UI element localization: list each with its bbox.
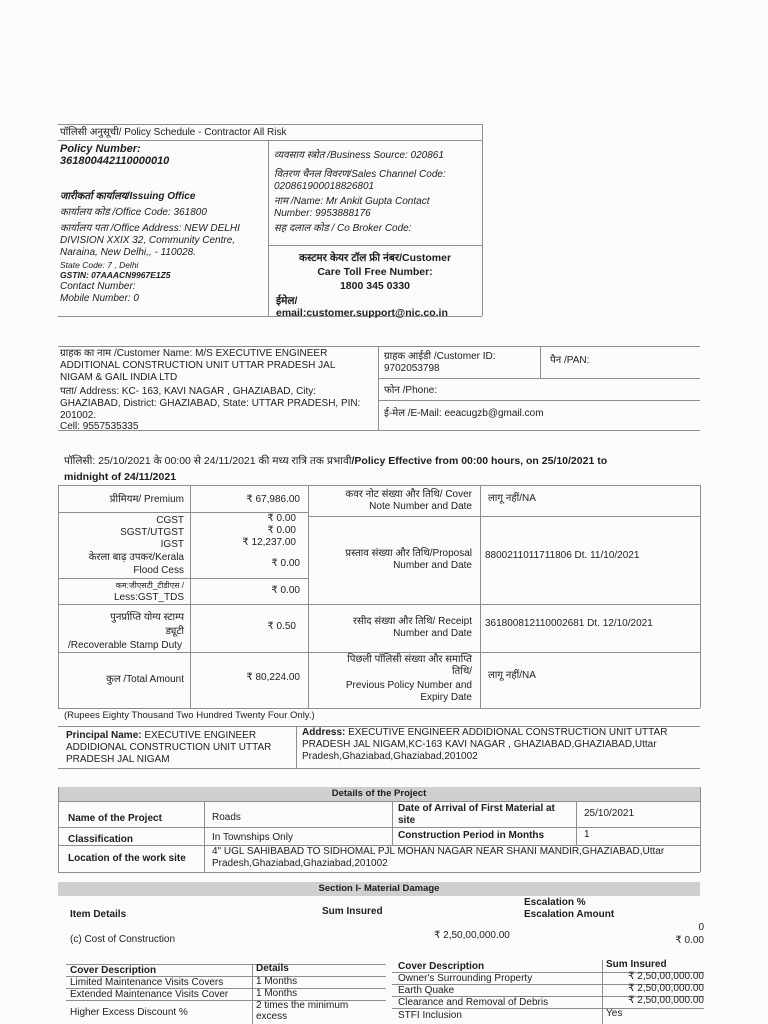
cover-row-detail: 1 Months xyxy=(256,988,298,999)
co-broker-code: सह दलाल कोड / Co Broker Code: xyxy=(274,223,412,234)
cover-row-detail: 2 times the minimum xyxy=(256,1000,349,1011)
sgst-value: ₹ 0.00 xyxy=(267,525,296,536)
premium-label: प्रीमियम/ Premium xyxy=(109,494,184,505)
cover-note-value: लागू नहीं/NA xyxy=(488,493,536,504)
principal-address-line1: Address: EXECUTIVE ENGINEER ADDIDIONAL CONSTRUCTION UNIT UTTAR xyxy=(302,727,668,738)
escalation-amount: ₹ 0.00 xyxy=(675,935,704,946)
cover-row-desc: Extended Maintenance Visits Cover xyxy=(70,989,229,1000)
stamp-duty-label: पुनर्प्राप्ति योग्य स्टाम्प xyxy=(110,612,184,623)
escalation-pct-header: Escalation % xyxy=(524,897,586,908)
cover-row-desc: Clearance and Removal of Debris xyxy=(398,997,549,1008)
office-address-line1: कार्यालय पता /Office Address: NEW DELHI xyxy=(60,223,240,234)
sales-channel-code: 020861900018826801 xyxy=(274,181,375,192)
schedule-title: पॉलिसी अनुसूची/ Policy Schedule - Contractor All Risk xyxy=(60,127,287,138)
customer-id-label: ग्राहक आईडी /Customer ID: xyxy=(384,351,496,362)
project-details-header: Details of the Project xyxy=(331,788,427,799)
policy-number-label: Policy Number: xyxy=(60,143,141,155)
proposal-value: 8800211011711806 Dt. 11/10/2021 xyxy=(485,550,640,561)
customer-care-line2: Care Toll Free Number: xyxy=(317,266,433,278)
sales-channel-label: वितरण चैनल विवरण/Sales Channel Code: xyxy=(274,169,446,180)
receipt-value: 361800812110002681 Dt. 12/10/2021 xyxy=(485,618,653,629)
classification-label: Classification xyxy=(68,834,134,845)
prev-policy-label4: Expiry Date xyxy=(420,692,472,703)
project-name: Roads xyxy=(212,812,241,823)
cover-row-desc: Higher Excess Discount % xyxy=(70,1007,188,1018)
customer-cell: Cell: 9557535335 xyxy=(60,421,139,432)
office-address-line2: DIVISION XXIX 32, Community Centre, xyxy=(60,235,236,246)
principal-name-line3: PRADESH JAL NIGAM xyxy=(66,754,170,765)
customer-address-line1: पता/ Address: KC- 163, KAVI NAGAR , GHAZIABAD, City: xyxy=(60,386,317,397)
location-line2: Pradesh,Ghaziabad,Ghaziabad,201002 xyxy=(212,858,388,869)
escalation-amount-header: Escalation Amount xyxy=(524,909,615,920)
right-sum-insured-header: Sum Insured xyxy=(606,959,667,970)
construction-period-value: 1 xyxy=(584,829,590,840)
policy-period-line2: midnight of 24/11/2021 xyxy=(64,471,177,483)
proposal-label2: Number and Date xyxy=(393,560,472,571)
igst-label: IGST xyxy=(160,539,184,550)
item-details-header: Item Details xyxy=(70,909,127,920)
cost-sum-insured: ₹ 2,50,00,000.00 xyxy=(434,930,510,941)
cgst-label: CGST xyxy=(156,515,184,526)
total-amount-label: कुल /Total Amount xyxy=(106,674,184,685)
gst-tds-label: कम:जीएसटी_टीडीएस / xyxy=(115,581,184,590)
phone-label: फोन /Phone: xyxy=(384,385,438,396)
policy-period-line1: पॉलिसी: 25/10/2021 के 00:00 से 24/11/2021 की मध्य रात्रि तक प्रभावी/Policy Effective from 00:00 hours, on 25/10/2021 to xyxy=(64,455,608,467)
gstin: GSTIN: 07AAACN9967E1Z5 xyxy=(60,270,171,280)
sum-insured-header: Sum Insured xyxy=(322,906,383,917)
left-details-header: Details xyxy=(256,963,289,974)
igst-value: ₹ 12,237.00 xyxy=(242,537,296,548)
pan-label: पैन /PAN: xyxy=(550,355,590,366)
customer-email: ई-मेल /E-Mail: eeacugzb@gmail.com xyxy=(384,408,544,419)
cover-row-desc: Owner's Surrounding Property xyxy=(398,973,533,984)
office-address-line3: Naraina, New Delhi,, - 110028. xyxy=(60,247,196,258)
sgst-label: SGST/UTGST xyxy=(120,527,184,538)
construction-period-label: Construction Period in Months xyxy=(398,830,545,841)
arrival-date: 25/10/2021 xyxy=(584,808,635,819)
classification-value: In Townships Only xyxy=(212,832,293,843)
cover-note-label1: कवर नोट संख्या और तिथि/ Cover xyxy=(345,489,472,500)
customer-address-line3: 201002. xyxy=(60,410,97,421)
support-email[interactable]: email:customer.support@nic.co.in xyxy=(276,307,448,319)
total-amount-value: ₹ 80,224.00 xyxy=(246,672,300,683)
prev-policy-label1: पिछली पॉलिसी संख्या और समाप्ति xyxy=(347,654,472,665)
project-name-label: Name of the Project xyxy=(68,813,162,824)
customer-address-line2: GHAZIABAD, District: GHAZIABAD, State: UTTAR PRADESH, PIN: xyxy=(60,398,361,409)
cover-note-label2: Note Number and Date xyxy=(369,501,472,512)
cost-of-construction-label: (c) Cost of Construction xyxy=(70,934,176,945)
kerala-cess-label: केरला बाढ़ उपकर/Kerala xyxy=(88,552,184,563)
toll-free-number: 1800 345 0330 xyxy=(339,280,411,292)
agent-name-line1: नाम /Name: Mr Ankit Gupta Contact xyxy=(274,196,430,207)
customer-name-line3: NIGAM & GAIL INDIA LTD xyxy=(60,372,178,383)
location-label: Location of the work site xyxy=(68,853,186,864)
customer-id: 9702053798 xyxy=(384,363,440,374)
kerala-cess-label2: Flood Cess xyxy=(133,565,184,576)
cover-row-value: Yes xyxy=(606,1008,623,1019)
business-source: व्यवसाय स्त्रोत /Business Source: 020861 xyxy=(274,150,444,161)
issuing-office-label: जारीकर्ता कार्यालय/Issuing Office xyxy=(60,191,196,202)
state-code: State Code: 7 , Delhi xyxy=(60,260,139,270)
proposal-label1: प्रस्ताव संख्या और तिथि/Proposal xyxy=(345,548,472,559)
agent-name-line2: Number: 9953888176 xyxy=(274,208,371,219)
arrival-date-label2: site xyxy=(398,815,416,826)
principal-address-line2: PRADESH JAL NIGAM,KC-163 KAVI NAGAR , GHAZIABAD,GHAZIABAD,Uttar xyxy=(302,739,657,750)
customer-name-line2: ADDITIONAL CONSTRUCTION UNIT UTTAR PRADESH JAL xyxy=(60,360,336,371)
stamp-duty-value: ₹ 0.50 xyxy=(267,621,296,632)
escalation-pct: 0 xyxy=(698,922,704,933)
material-damage-header: Section I- Material Damage xyxy=(318,883,440,894)
arrival-date-label1: Date of Arrival of First Material at xyxy=(398,803,555,814)
right-cover-description-header: Cover Description xyxy=(398,961,485,972)
principal-name-line2: ADDIDIONAL CONSTRUCTION UNIT UTTAR xyxy=(66,742,272,753)
left-cover-description-header: Cover Description xyxy=(70,965,157,976)
cover-row-detail: 1 Months xyxy=(256,976,298,987)
receipt-label2: Number and Date xyxy=(393,628,472,639)
stamp-duty-label3: /Recoverable Stamp Duty xyxy=(68,640,182,651)
principal-name-line1: Principal Name: EXECUTIVE ENGINEER xyxy=(66,730,257,741)
principal-address-line3: Pradesh,Ghaziabad,Ghaziabad,201002 xyxy=(302,751,478,762)
gst-tds-label2: Less:GST_TDS xyxy=(113,592,184,603)
stamp-duty-label2: ड्यूटी xyxy=(165,626,184,637)
customer-care-line1: कस्टमर केयर टॉल फ्री नंबर/Customer xyxy=(298,252,452,264)
office-code: कार्यालय कोड /Office Code: 361800 xyxy=(60,207,207,218)
gst-tds-value: ₹ 0.00 xyxy=(271,585,300,596)
prev-policy-label3: Previous Policy Number and xyxy=(345,680,472,691)
cover-row-value: ₹ 2,50,00,000.00 xyxy=(628,983,704,994)
policy-number: 361800442110000010 xyxy=(60,155,170,167)
cover-row-desc: Earth Quake xyxy=(398,985,455,996)
contact-number: Contact Number: xyxy=(60,281,136,292)
premium-value: ₹ 67,986.00 xyxy=(246,494,300,505)
kerala-cess-value: ₹ 0.00 xyxy=(271,558,300,569)
email-label: ईमेल/ xyxy=(276,295,298,307)
receipt-label1: रसीद संख्या और तिथि/ Receipt xyxy=(352,616,472,627)
mobile-number: Mobile Number: 0 xyxy=(60,293,139,304)
amount-in-words: (Rupees Eighty Thousand Two Hundred Twenty Four Only.) xyxy=(64,710,315,721)
cover-row-desc: STFI Inclusion xyxy=(398,1010,462,1021)
cgst-value: ₹ 0.00 xyxy=(267,513,296,524)
cover-row-value: ₹ 2,50,00,000.00 xyxy=(628,995,704,1006)
prev-policy-value: लागू नहीं/NA xyxy=(488,670,536,681)
cover-row-value: ₹ 2,50,00,000.00 xyxy=(628,971,704,982)
location-line1: 4" UGL SAHIBABAD TO SIDHOMAL PJL MOHAN NAGAR NEAR SHANI MANDIR,GHAZIABAD,Uttar xyxy=(212,846,665,857)
cover-row-desc: Limited Maintenance Visits Covers xyxy=(70,977,224,988)
cover-row-detail2: excess xyxy=(256,1011,288,1022)
prev-policy-label2: तिथि/ xyxy=(451,666,472,677)
customer-name-line1: ग्राहक का नाम /Customer Name: M/S EXECUTIVE ENGINEER xyxy=(60,348,328,359)
